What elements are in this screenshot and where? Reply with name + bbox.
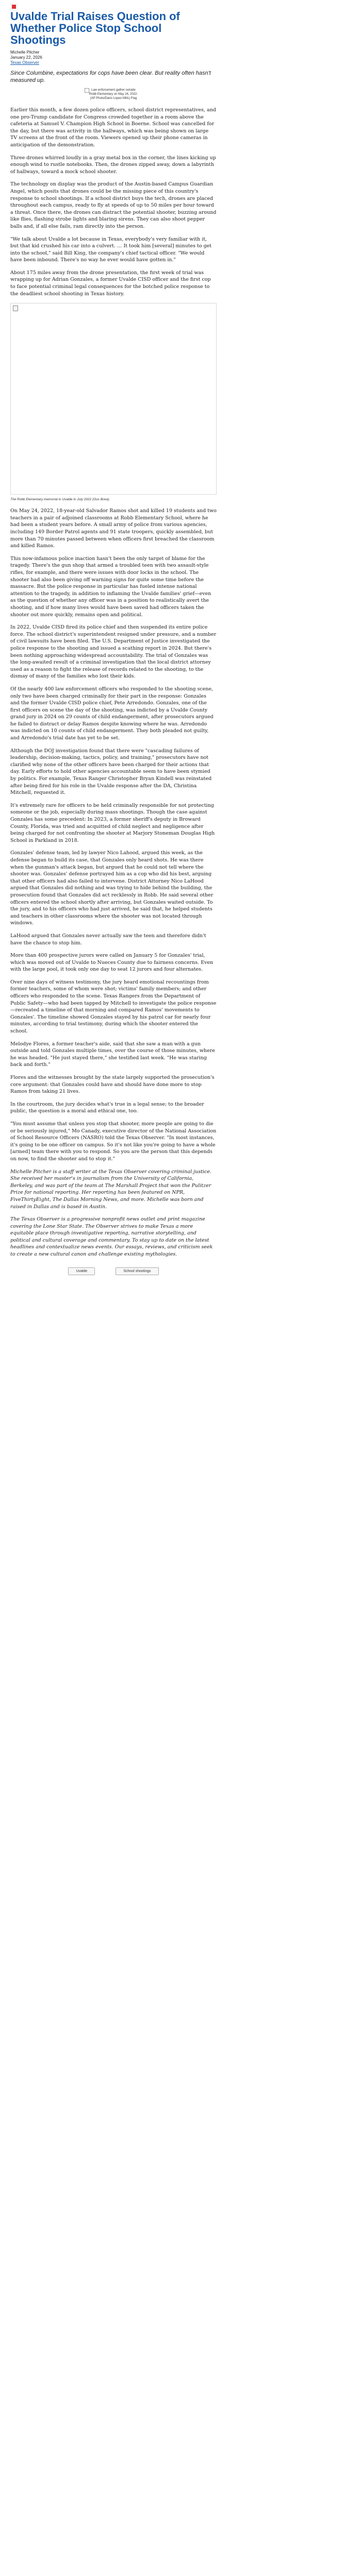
byline [10, 50, 217, 65]
lead-image [88, 88, 139, 100]
broken-image-icon [13, 306, 18, 311]
paragraph: "You must assume that unless you stop that shooter, more people are going to die or be seriously injured," Mo Canady, executive director of the National Association of School Resource Officers (NASRO) told the Texas Observer. "In most instances, it's going to be one officer on campus. So it's not like you're going to have a whole [armed] team there with you to respond. So you are the person that this depends on now, to find the shooter and to stop it." [10, 1121, 217, 1162]
author-bio [10, 1168, 217, 1258]
paragraph: "We talk about Uvalde a lot because in Texas, everybody's very familiar with it, but that kid crushed his car into a culvert. … It took him [several] minutes to get into the school," said Bill King, the company's chief tactical officer. "We would have been inbound. There's no way he ever would have gotten in." [10, 236, 212, 263]
paragraph: Flores and the witnesses brought by the state largely supported the prosecution's core argument: that Gonzales could have and should have done more to stop Ramos from taking 21 lives. [10, 1075, 215, 1095]
paragraph: Melodye Flores, a former teacher's aide, said that she saw a man with a gun outside and told Gonzales multiple times, over the course of those minutes, where he was headed. "He just stayed there," she testified last week. "He was staring back and forth." [10, 1041, 215, 1068]
article-dek: Since Columbine, expectations for cops have been clear. But reality often hasn't measured up. [10, 70, 211, 83]
article-headline: Uvalde Trial Raises Question of Whether Police Stop School Shootings [10, 10, 180, 46]
author-name: Michelle Pitcher [10, 50, 40, 55]
lead-image-caption: Law enforcement gather outside Robb Elementary on May 24, 2022. (AP Photo/Dario Lopez-Mills) Flag [89, 89, 138, 100]
paragraph: Of the nearly 400 law enforcement officers who responded to the shooting scene, only two have been charged criminally for their part in the response: Gonzales and the former Uvalde CISD police chief, Pete Arredondo. Gonzales, one of the first officers on scene the day of the shooting, was indicted by a Uvalde County grand jury in 2024 on 29 counts of child endangerment, after prosecutors argued he failed to distract or delay Ramos despite knowing where he was. Arredondo was indicted on 10 counts of child endangerment. They both pleaded not guilty, and Arredondo's trial date has yet to be set. [10, 686, 214, 741]
publish-date: January 22, 2026 [10, 55, 42, 60]
tag-list [10, 1267, 217, 1275]
article-container [10, 10, 217, 1280]
tag-uvalde[interactable]: Uvalde [68, 1267, 95, 1275]
paragraph: In the courtroom, the jury decides what's true in a legal sense; to the broader public, the question is a moral and ethical one, too. [10, 1101, 204, 1114]
paragraph: In 2022, Uvalde CISD fired its police chief and then suspended its entire police force. The school district's superintendent resigned under pressure, and a number of civil lawsuits have been filed. The U.S. Department of Justice investigated the police response to the shooting and issued a scathing report in 2024. But there's been nothing approaching widespread accountability. The trial of Gonzales was the long-awaited result of a criminal investigation that the local district attorney used as a reason to fight the release of records related to the shooting, to the dismay of many of the families who lost their kids. [10, 624, 217, 680]
paragraph: This now-infamous police inaction hasn't been the only target of blame for the tragedy. There's the gun shop that armed a troubled teen with two assault-style rifles, for example, and there were issues with door locks in the school. The shooter had also been giving off warning signs for quite some time before the massacre. But the police response in particular has fueled intense national attention to the tragedy, in addition to inflaming the Uvalde families' grief—even as the question of whether any officer was in a position to realistically avert the shooting, and if how many lives would have been saved had officers taken the shooter out more quickly, remains open and political. [10, 555, 211, 618]
paragraph: Earlier this month, a few dozen police officers, school district representatives, and one pro-Trump candidate for Congress crowded together in a room above the cafeteria at Samuel V. Champion High School in Boerne. School was cancelled for the day, but there was activity in the hallways, which was being shown on large TV screens at the front of the room. Viewers opened up their phone cameras in anticipation of the demonstration. [10, 107, 216, 148]
paragraph: About 175 miles away from the drone presentation, the first week of trial was wrapping up for Adrian Gonzales, a former Uvalde CISD officer and the first cop to face potential criminal legal consequences for the botched police response to the deadliest school shooting in Texas history. [10, 269, 211, 297]
paragraph: Three drones whirred loudly in a gray metal box in the corner, the lines kicking up enough wind to rustle notebooks. Then, the drones zipped away, down a labyrinth of hallways, toward a mock school shooter. [10, 155, 216, 175]
memorial-image-caption: The Robb Elementary memorial in Uvalde in July 2022 (Gus Bova) [10, 498, 109, 502]
paragraph: Gonzales' defense team, led by lawyer Nico Lahood, argued this week, as the defense began to build its case, that Gonzales only heard shots. He was there when the gunman's attack began, but argued that he could not tell where the shooter was. Gonzales' defense portrayed him as a cop who did his best, arguing that other officers had also failed to intervene. District Attorney Nico LaHood argued that Gonzales did nothing and was trying to hide behind the building, the prosecution found that Gonzales did act recklessly in Robb. He said several other officers entered the school shortly after arriving, but Gonzales waited outside. To the jury, and to his officers who had just arrived, he said that, he helped students and teachers in other classrooms where the shooter was not located through windows. [10, 850, 214, 926]
paragraph: LaHood argued that Gonzales never actually saw the teen and therefore didn't have the chance to stop him. [10, 933, 206, 946]
memorial-image [10, 303, 217, 495]
author-bio-text: Michelle Pitcher is a staff writer at the Texas Observer covering criminal justice. She received her master's in journalism from the University of California, Berkeley, and was part of the team at The Marshall Project that won the Pulitzer Prize for national reporting. Her reporting has been featured on NPR, FiveThirtyEight, The Dallas Morning News, and more. Michelle was born and raised in Dallas and is based in Austin. [10, 1168, 211, 1210]
paragraph: It's extremely rare for officers to be held criminally responsible for not protecting someone or the job, especially during mass shootings. Though the case against Gonzales has some precedent: In 2023, a former sheriff's deputy in Broward County, Florida, was tried and acquitted of child neglect and negligence after being charged for not confronting the shooter at Marjory Stoneman Douglas High School in Parkland in 2018. [10, 802, 215, 843]
paragraph: Although the DOJ investigation found that there were "cascading failures of leadership, decision-making, tactics, policy, and training," prosecutors have not clarified why none of the other officers have been charged for their actions that day. Early efforts to hold other agencies accountable seem to have been stymied by politics. For example, Texas Ranger Christopher Bryan Kindell was reinstated after being fired for his role in the Uvalde response after the DA, Christina Mitchell, requested it. [10, 748, 212, 796]
paragraph: On May 24, 2022, 18-year-old Salvador Ramos shot and killed 19 students and two teachers in a pair of adjoined classrooms at Robb Elementary School, where he had been a student years before. A small army of police from various agencies, including 149 Border Patrol agents and 91 state troopers, quickly assembled, but more than 70 minutes passed between when officers first breached the classroom and killed Ramos. [10, 508, 217, 549]
publication-link[interactable]: Texas Observer [10, 60, 40, 65]
texas-observer-logo-icon [10, 3, 18, 10]
tag-school-shootings[interactable]: School shootings [116, 1267, 158, 1275]
paragraph: More than 400 prospective jurors were called on January 5 for Gonzales' trial, which was moved out of Uvalde to Nueces County due to fairness concerns. Even with the large pool, it took only one day to seat 12 jurors and four alternates. [10, 953, 214, 973]
broken-image-icon [85, 88, 89, 93]
paragraph: The technology on display was the product of the Austin-based Campus Guardian Angel, which posits that drones could be the missing piece of this country's response to school shootings. If a school district buys the tech, drones are placed throughout each campus, ready to fly at speeds of up to 50 miles per hour toward a threat. Once there, the drones can distract the potential shooter, buzzing around like flies, flashing strobe lights and blaring sirens. They can also shoot pepper balls and, if all else fails, ram directly into the person. [10, 181, 217, 229]
paragraph: Over nine days of witness testimony, the jury heard emotional recountings from former teachers, some of whom were shot; victims' family members; and other officers who responded to the scene. Texas Rangers from the Department of Public Safety—who had been tapped by Mitchell to investigate the police response—recreated a timeline of that morning and compared Ramos' movements to Gonzales'. The timeline showed Gonzales stayed by his patrol car for nearly four minutes, according to trial testimony, during which the shooter entered the school. [10, 979, 217, 1035]
about-observer-text: The Texas Observer is a progressive nonprofit news outlet and print magazine covering the Lone Star State. The Observer strives to make Texas a more equitable place through investigative reporting, narrative storytelling, and political and cultural coverage and commentary. To stay up to date on the latest headlines and contextualize news events. Our essays, reviews, and criticism seek to create a new cultural canon and challenge existing mythologies. [10, 1216, 213, 1258]
